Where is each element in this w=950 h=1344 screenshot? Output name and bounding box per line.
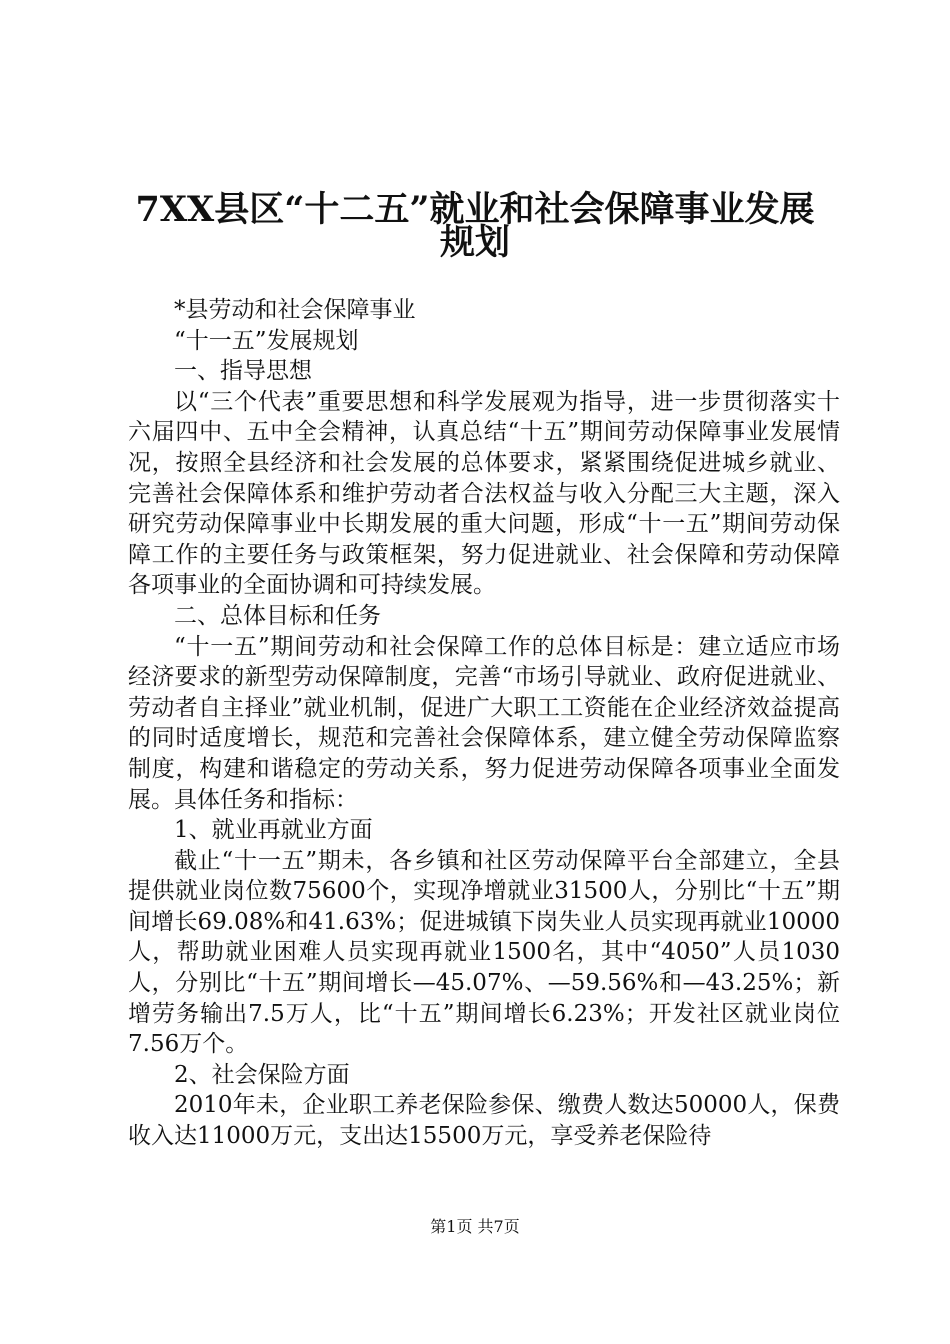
paragraph-subtitle-2: “十一五”发展规划 bbox=[174, 327, 359, 354]
paragraph-social-insurance: 2010年未，企业职工养老保险参保、缴费人数达50000人，保费收入达11000万元，支出达15500万元，享受养老保险待 bbox=[128, 1092, 840, 1150]
section-heading-goals-tasks: 二、总体目标和任务 bbox=[174, 602, 381, 629]
paragraph-subtitle-1: *县劳动和社会保障事业 bbox=[174, 297, 416, 323]
paragraph-employment: 截止“十一五”期未，各乡镇和社区劳动保障平台全部建立，全县提供就业岗位数75600个，实现净增就业31500人，分别比“十五”期间增长69.08%和41.63%；促进城镇下岗失业人员实现再就业10000人，帮助就业困难人员实现再就业1500名，其中“4050”人员1030人，分别比“十五”期间增长—45.07%、—59.56%和—43.25%；新增劳务输出7.5万人，比“十五”期间增长6.23%；开发社区就业岗位7.56万个。 bbox=[128, 847, 840, 1058]
paragraph-goals-tasks: “十一五”期间劳动和社会保障工作的总体目标是：建立适应市场经济要求的新型劳动保障制度，完善“市场引导就业、政府促进就业、劳动者自主择业”就业机制，促进广大职工工资能在企业经济效益提高的同时适度增长，规范和完善社会保障体系，建立健全劳动保障监察制度，构建和谐稳定的劳动关系，努力促进劳动保障各项事业全面发展。具体任务和指标： bbox=[128, 633, 840, 813]
document-title-line-2: 规划 bbox=[439, 222, 510, 263]
paragraph-guiding-ideology: 以“三个代表”重要思想和科学发展观为指导，进一步贯彻落实十六届四中、五中全会精神，认真总结“十五”期间劳动保障事业发展情况，按照全县经济和社会发展的总体要求，紧紧围绕促进城乡就业、完善社会保障体系和维护劳动者合法权益与收入分配三大主题，深入研究劳动保障事业中长期发展的重大问题，形成“十一五”期间劳动保障工作的主要任务与政策框架，努力促进就业、社会保障和劳动保障各项事业的全面协调和可持续发展。 bbox=[128, 388, 840, 599]
page-number-footer: 第1页 共7页 bbox=[430, 1217, 520, 1236]
document-title-line-1: 7XX县区“十二五”就业和社会保障事业发展 bbox=[135, 189, 815, 230]
section-heading-guiding-ideology: 一、指导思想 bbox=[174, 358, 312, 385]
document-body bbox=[128, 295, 840, 1152]
subsection-heading-employment: 1、就业再就业方面 bbox=[174, 817, 373, 844]
subsection-heading-social-insurance: 2、社会保险方面 bbox=[174, 1061, 350, 1088]
